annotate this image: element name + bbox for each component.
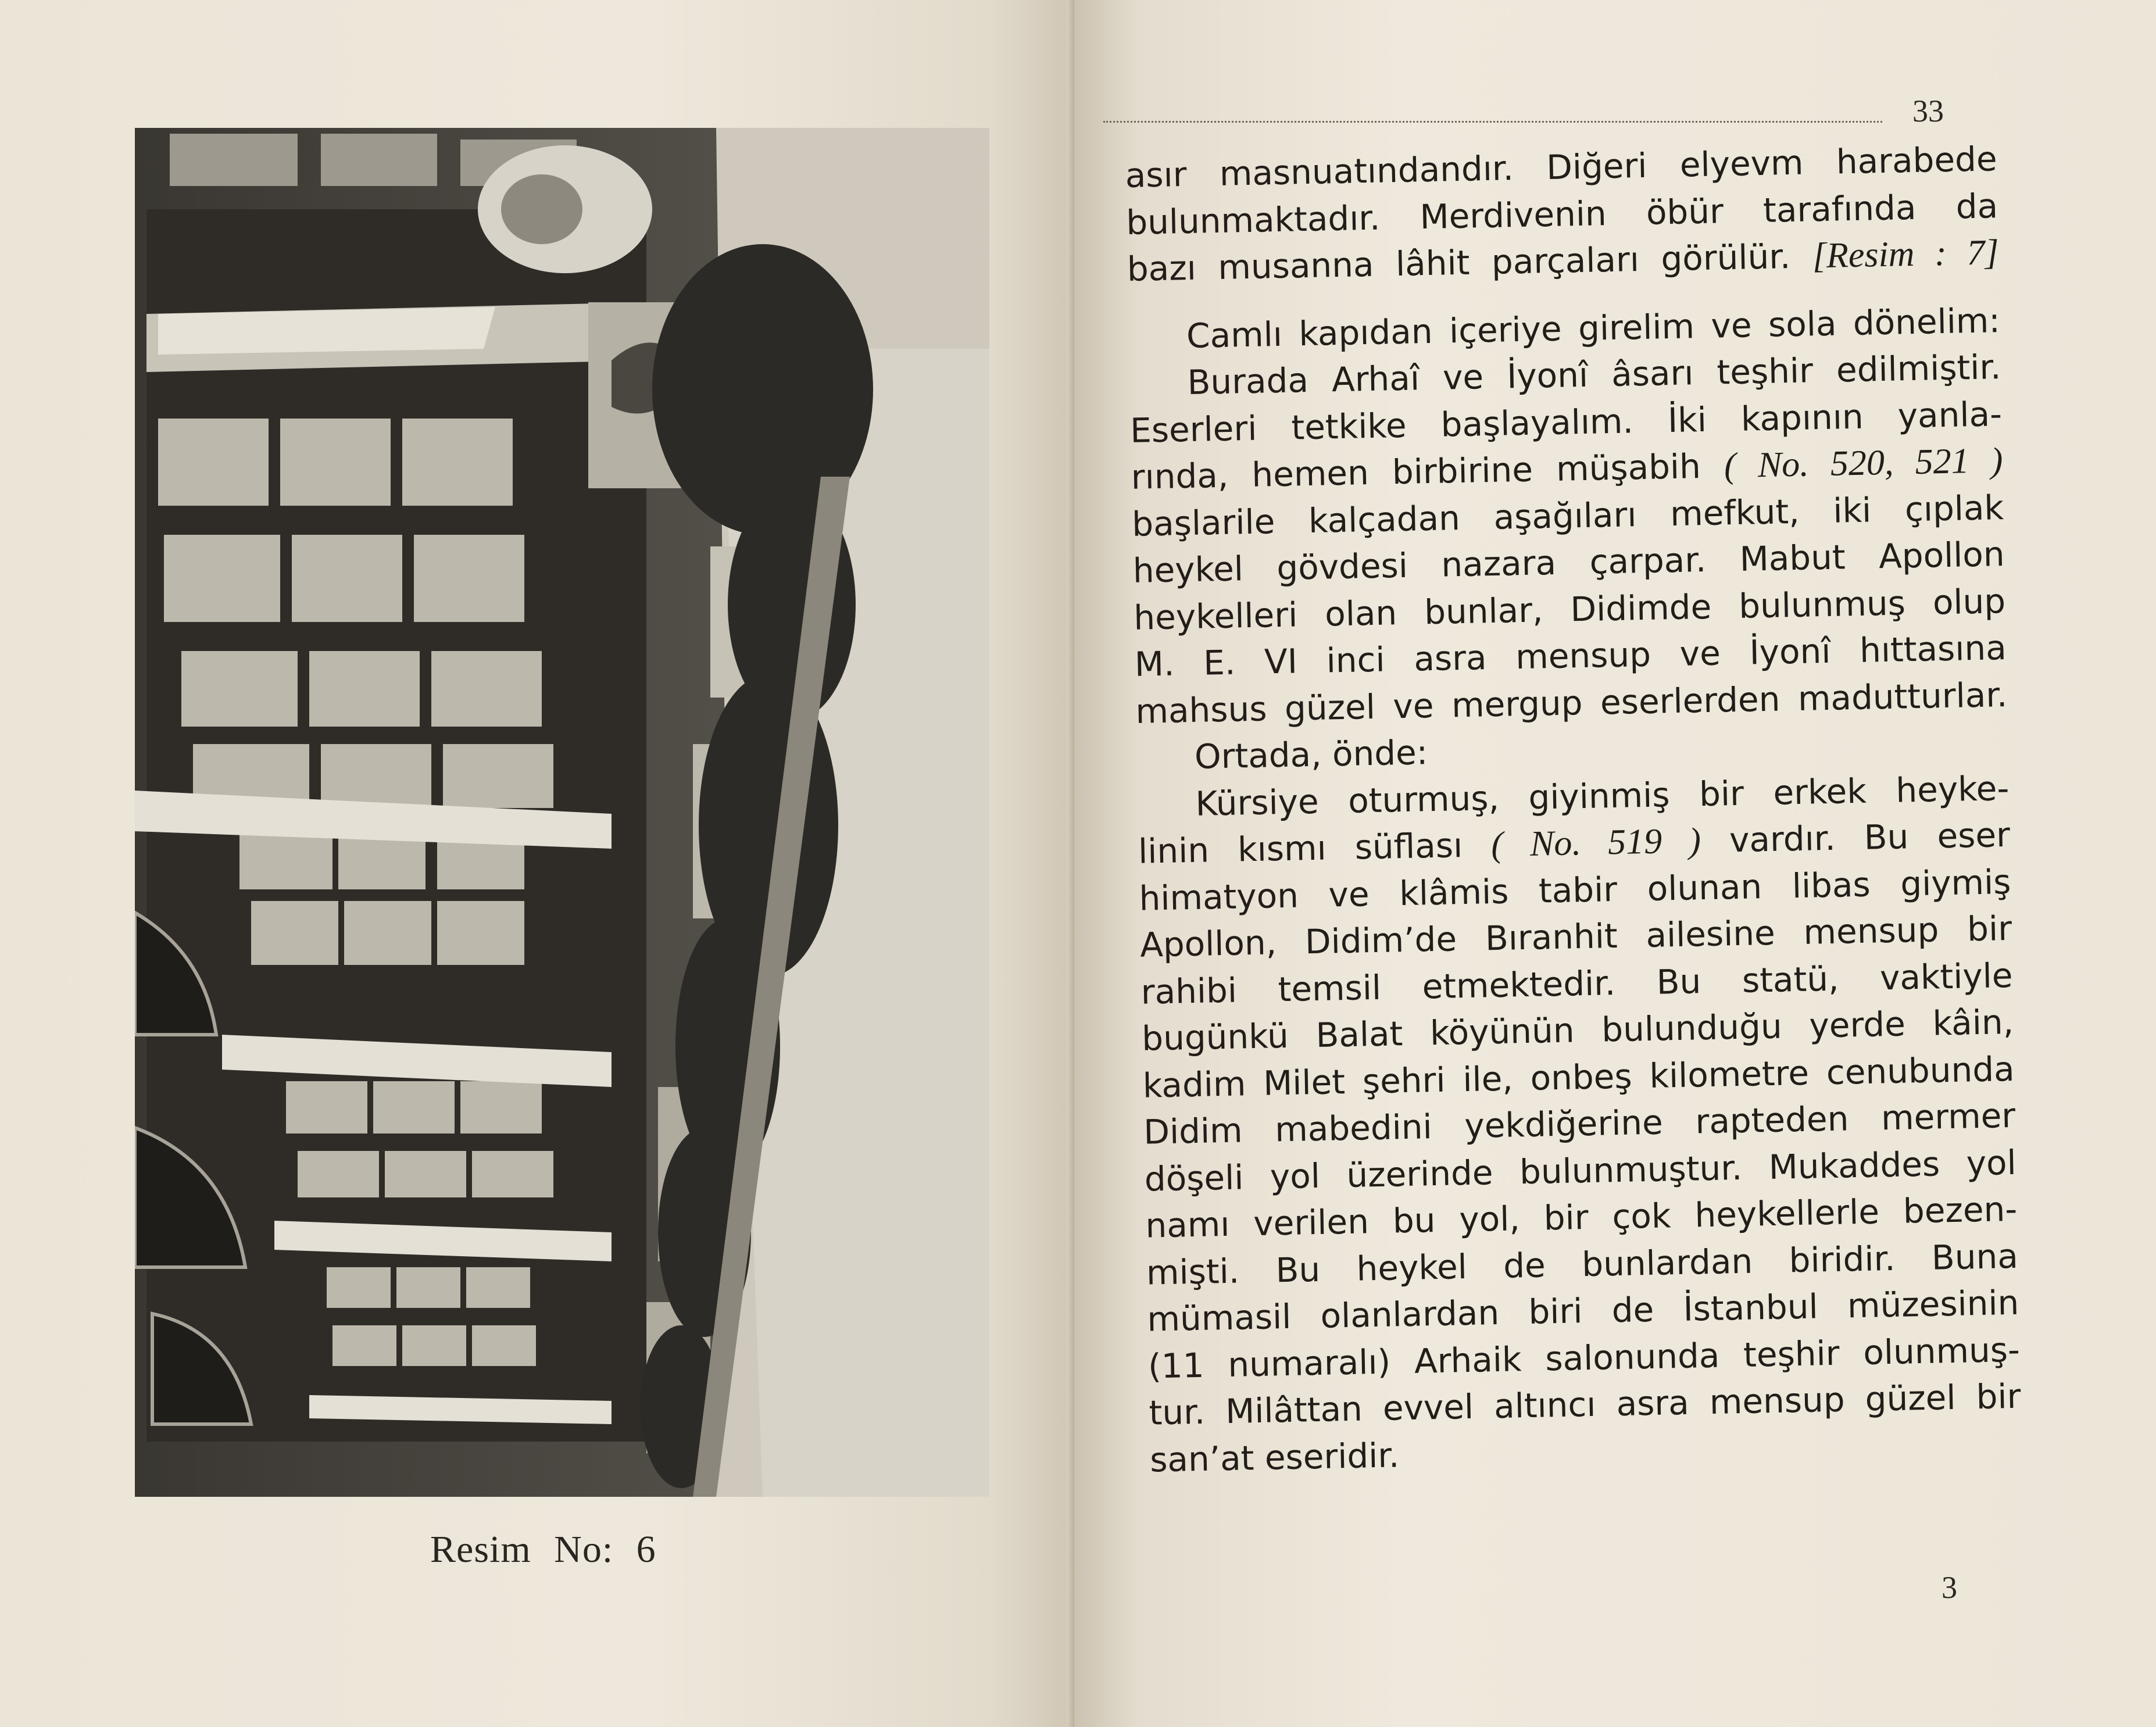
text-line: Apollon, Didim’de Bıranhit ailesine mensup bir xyxy=(1139,908,2012,965)
header-dotted-rule xyxy=(1103,121,1882,123)
figure-reference: [Resim : 7] xyxy=(1812,233,2000,276)
text-line: başlarile kalçadan aşağıları mefkut, iki çıplak xyxy=(1131,487,2004,544)
catalog-reference: ( No. 520, 521 ) xyxy=(1724,441,2004,486)
museum-courtyard-image xyxy=(135,128,989,1497)
text-line: Kürsiye oturmuş, giyinmiş bir erkek heyke- xyxy=(1195,768,2010,824)
page-number: 33 xyxy=(1912,94,1944,128)
text-line: Didim mabedini yekdiğerine rapteden mermer xyxy=(1143,1095,2016,1152)
text-line: mişti. Bu heykel de bunlardan biridir. Buna xyxy=(1146,1236,2019,1293)
photo-caption: Resim No: 6 xyxy=(430,1528,656,1571)
text-line: san’at eseridir. xyxy=(1149,1435,1400,1480)
text-line: rahibi temsil etmektedir. Bu statü, vaktiyle xyxy=(1140,955,2014,1012)
text-line: himatyon ve klâmis tabir olunan libas giymiş xyxy=(1138,861,2012,918)
text-line: bulunmaktadır. Merdivenin öbür tarafında da xyxy=(1125,185,1998,242)
body-text xyxy=(1125,135,2022,1483)
text-line: (11 numaralı) Arhaik salonunda teşhir olunmuş- xyxy=(1147,1329,2021,1386)
text-fragment: bazı musanna lâhit parçaları görülür. xyxy=(1127,237,1791,289)
text-line: Eserleri tetkike başlayalım. İki kapının yanla- xyxy=(1129,394,2003,450)
text-line: döşeli yol üzerinde bulunmuştur. Mukaddes yol xyxy=(1144,1142,2017,1199)
text-line: Burada Arhaî ve İyonî âsarı teşhir edilmiştir. xyxy=(1186,347,2002,403)
text-line: M. E. VI inci asra mensup ve İyonî hıttasına xyxy=(1134,628,2007,684)
left-page xyxy=(0,0,1074,1727)
catalog-reference: ( No. 519 ) xyxy=(1490,821,1701,865)
text-line: namı verilen bu yol, bir çok heykellerle bezen- xyxy=(1145,1189,2018,1246)
text-line: heykelleri olan bunlar, Didimde bulunmuş olup xyxy=(1133,581,2006,638)
text-line: tur. Milâttan evvel altıncı asra mensup güzel bir xyxy=(1148,1376,2022,1433)
text-line: Ortada, önde: xyxy=(1194,732,1428,777)
text-line: mahsus güzel ve mergup eserlerden madutturlar. xyxy=(1135,674,2008,731)
text-line: bugünkü Balat köyünün bulunduğu yerde kâin, xyxy=(1141,1002,2014,1059)
text-line: heykel gövdesi nazara çarpar. Mabut Apollon xyxy=(1132,534,2005,591)
text-fragment: linin kısmı süflası xyxy=(1138,825,1463,871)
text-line: mümasil olanlardan biri de İstanbul müzesinin xyxy=(1146,1282,2019,1339)
text-line: kadim Milet şehri ile, onbeş kilometre cenubunda xyxy=(1142,1049,2015,1106)
text-fragment: vardır. Bu eser xyxy=(1729,814,2011,860)
text-line: asır masnuatındandır. Diğeri elyevm harabede xyxy=(1125,139,1998,195)
museum-photograph xyxy=(135,128,989,1497)
text-fragment: rında, hemen birbirine müşabih xyxy=(1131,446,1701,497)
signature-mark: 3 xyxy=(1942,1570,1957,1605)
text-line: Camlı kapıdan içeriye girelim ve sola dönelim: xyxy=(1186,300,2001,356)
